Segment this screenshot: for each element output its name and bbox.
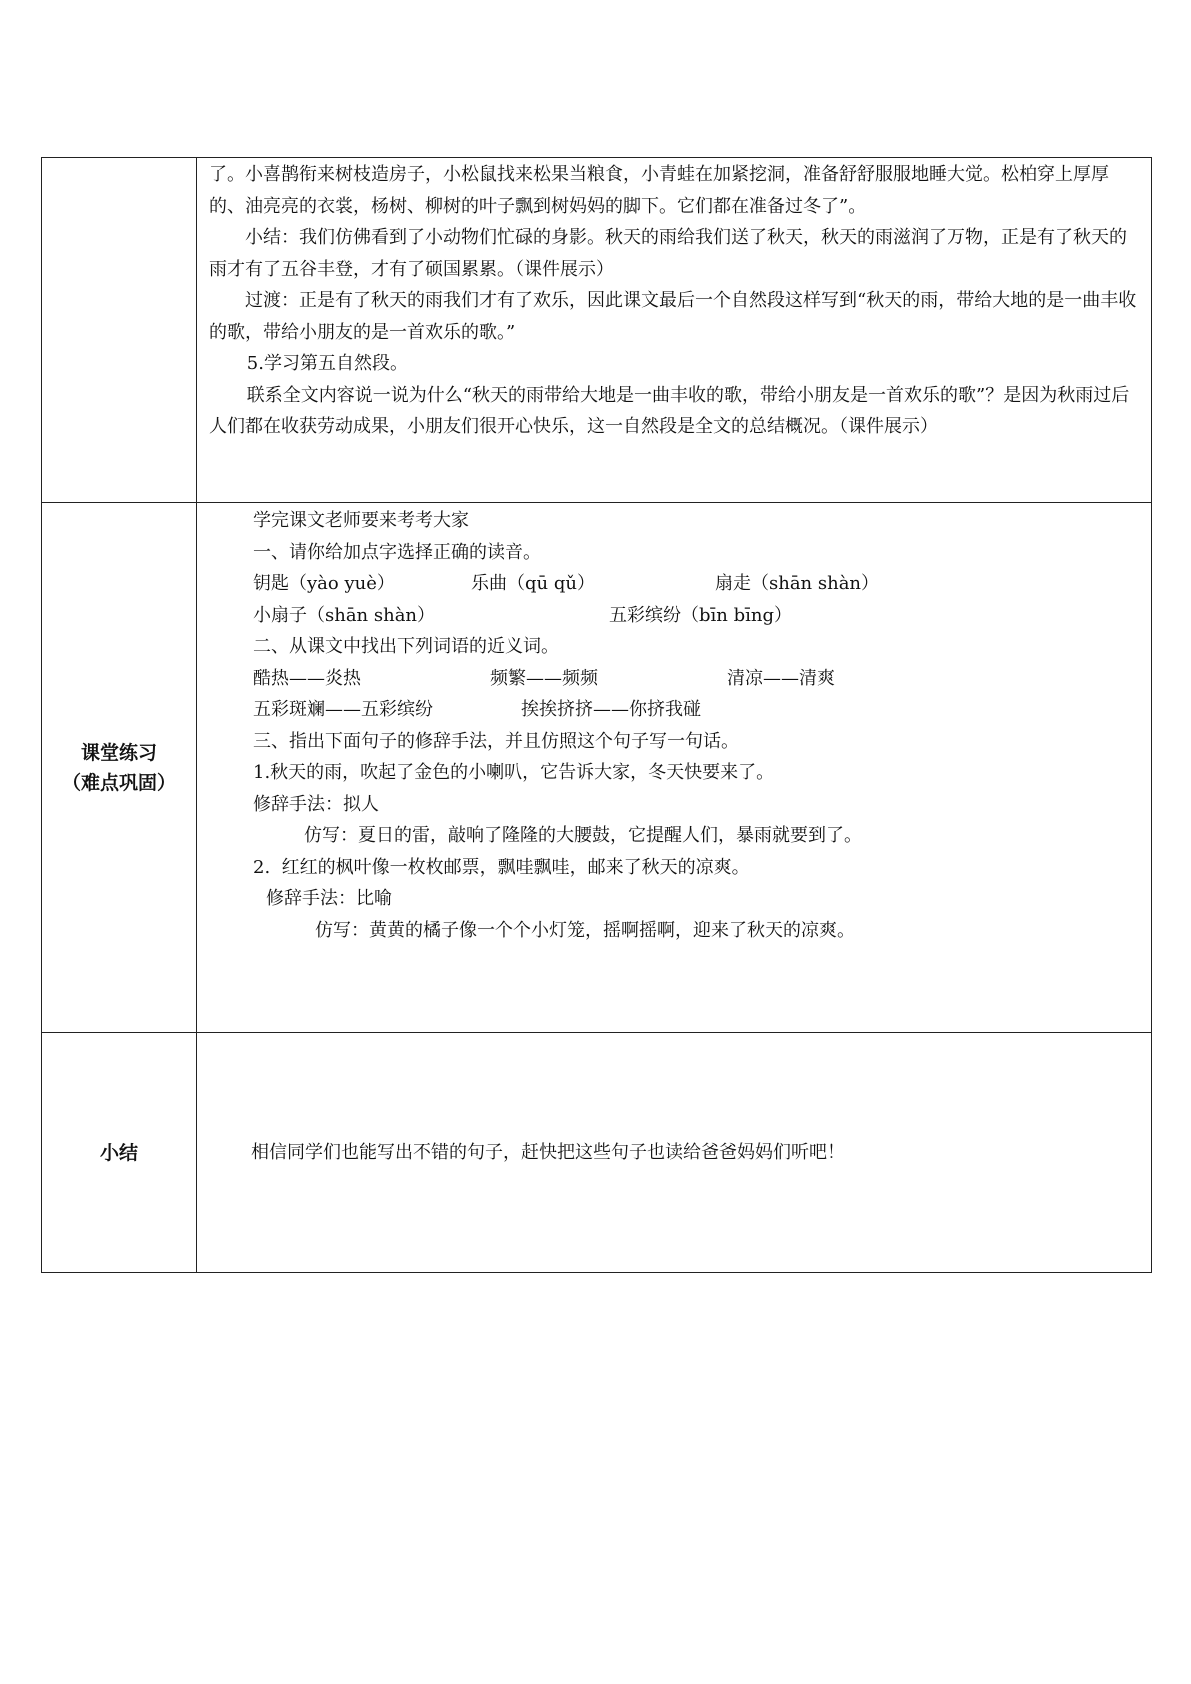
label-line: 小结 [99,1141,138,1164]
pinyin-choice: 五彩缤纷（bīn bīng） [609,604,792,626]
label-line: （难点巩固） [61,771,176,794]
paragraph-transition: 过渡：正是有了秋天的雨我们才有了欢乐，因此课文最后一个自然段这样写到“秋天的雨，带给大地的是一曲丰收的歌，带给小朋友的是一首欢乐的歌。” [209,290,1137,343]
synonym-line-2 [209,694,1139,726]
row-label-empty [42,158,197,503]
content-cell-reading [197,158,1152,503]
label-line: 课堂练习 [80,741,157,764]
paragraph-step-title: 5.学习第五自然段。 [246,353,408,374]
practice-intro: 学完课文老师要来考考大家 [253,510,469,531]
pinyin-choice: 钥匙（yào yuè） [253,573,395,594]
row-label-practice [42,503,197,1033]
pinyin-choice: 小扇子（shān shàn） [253,604,436,626]
table-row-summary [42,1033,1152,1273]
paragraph-summary: 小结：我们仿佛看到了小动物们忙碌的身影。秋天的雨给我们送了秋天，秋天的雨滋润了万物，正是有了秋天的雨才有了五谷丰登，才有了硕国累累。（课件展示） [209,227,1127,280]
synonym-pair: 酷热——炎热 [253,667,361,689]
sentence-1: 1.秋天的雨，吹起了金色的小喇叭，它告诉大家，冬天快要来了。 [253,762,775,783]
pinyin-choice: 乐曲（qū qǔ） [471,573,595,594]
synonym-pair: 清凉——清爽 [727,667,835,689]
pinyin-choices-line-2 [209,600,1139,632]
synonym-pair: 五彩斑斓——五彩缤纷 [253,699,433,720]
table-row-practice [42,503,1152,1033]
lesson-plan-table [41,157,1152,1273]
row-label-summary [42,1033,197,1273]
question-1-title: 一、请你给加点字选择正确的读音。 [253,541,541,563]
sentence-1-imitation: 仿写：夏日的雷，敲响了隆隆的大腰鼓，它提醒人们，暴雨就要到了。 [304,825,862,846]
paragraph-text: 了。小喜鹊衔来树枝造房子，小松鼠找来松果当粮食，小青蛙在加紧挖洞，准备舒舒服服地睡大觉。松柏穿上厚厚的、油亮亮的衣裳，杨树、柳树的叶子飘到树妈妈的脚下。它们都在准备过冬了”。 [209,164,1109,217]
content-cell-practice [197,503,1152,1033]
synonym-pair: 挨挨挤挤——你挤我碰 [521,699,701,720]
content-cell-summary [197,1033,1152,1273]
synonym-pair: 频繁——频频 [490,667,598,689]
paragraph-discussion: 联系全文内容说一说为什么“秋天的雨带给大地是一曲丰收的歌，带给小朋友是一首欢乐的歌”？是因为秋雨过后人们都在收获劳动成果，小朋友们很开心快乐，这一自然段是全文的总结概况。（课件展示） [209,384,1130,437]
sentence-1-rhetoric: 修辞手法：拟人 [253,793,379,815]
sentence-2-imitation: 仿写：黄黄的橘子像一个个小灯笼，摇啊摇啊，迎来了秋天的凉爽。 [315,919,855,941]
question-3-title: 三、指出下面句子的修辞手法，并且仿照这个句子写一句话。 [253,730,739,752]
synonym-line-1 [209,663,1139,695]
summary-text: 相信同学们也能写出不错的句子，赶快把这些句子也读给爸爸妈妈们听吧！ [251,1141,845,1163]
pinyin-choice: 扇走（shān shàn） [715,573,880,594]
question-2-title: 二、从课文中找出下列词语的近义词。 [253,636,559,657]
sentence-2: 2. 红红的枫叶像一枚枚邮票，飘哇飘哇，邮来了秋天的凉爽。 [253,856,750,878]
sentence-2-rhetoric: 修辞手法：比喻 [266,888,392,909]
table-row-reading [42,158,1152,503]
pinyin-choices-line-1 [209,568,1139,600]
